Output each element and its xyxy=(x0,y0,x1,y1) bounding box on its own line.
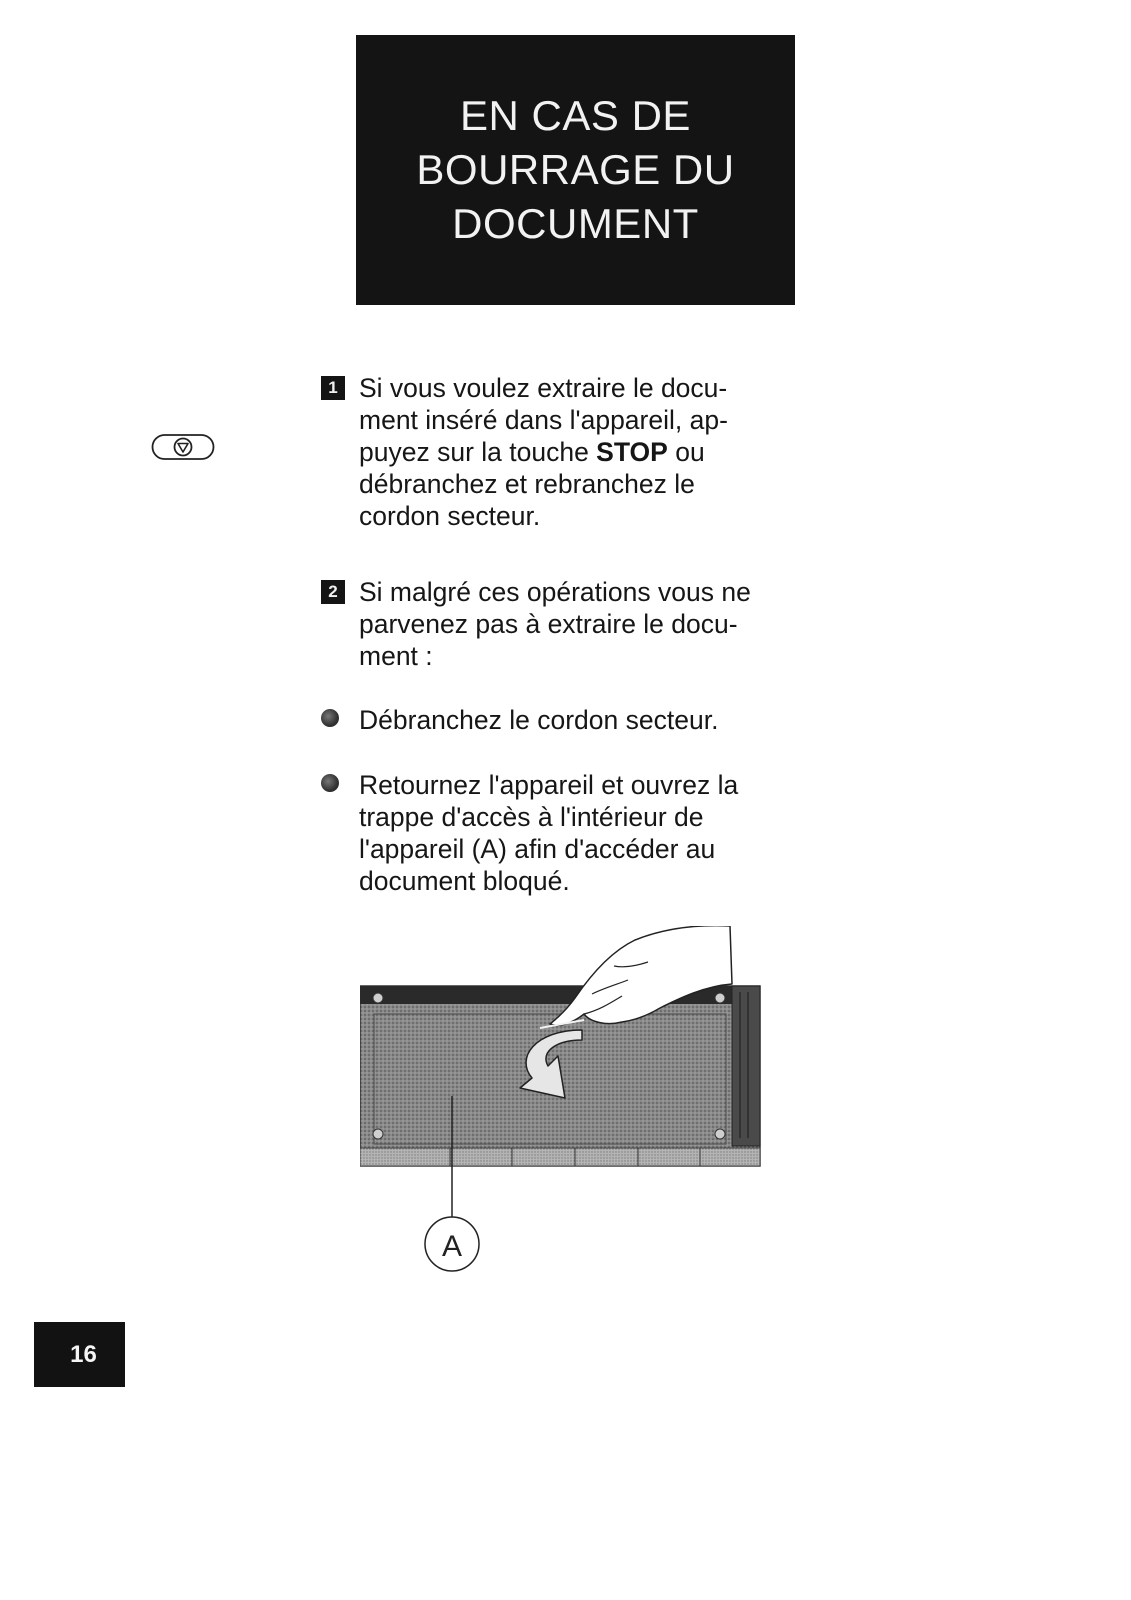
bullet-1-line-1: Débranchez le cordon secteur. xyxy=(359,705,719,735)
step-2-line-2: parvenez pas à extraire le docu- xyxy=(359,609,738,639)
stop-key-label: STOP xyxy=(596,437,668,467)
step-2-text xyxy=(359,576,789,672)
stop-key-icon xyxy=(151,432,215,462)
step-2-line-1: Si malgré ces opérations vous ne xyxy=(359,577,751,607)
page-number-badge xyxy=(34,1322,125,1387)
step-1-line-1: Si vous voulez extraire le docu- xyxy=(359,373,728,403)
page-title-line-3: DOCUMENT xyxy=(452,200,699,247)
step-1-line-3 xyxy=(359,436,789,468)
bullet-1-text xyxy=(359,704,789,736)
page-title-line-2: BOURRAGE DU xyxy=(416,146,735,193)
bullet-2-line-1: Retournez l'appareil et ouvrez la xyxy=(359,770,739,800)
page-title-banner xyxy=(356,35,795,305)
bullet-dot-icon xyxy=(321,774,339,792)
page-title xyxy=(416,89,734,251)
step-1-line-5: cordon secteur. xyxy=(359,501,541,531)
page-title-line-1: EN CAS DE xyxy=(460,92,691,139)
bullet-2-line-4: document bloqué. xyxy=(359,866,570,896)
bullet-2-text xyxy=(359,769,789,897)
step-1-number: 1 xyxy=(321,376,345,400)
page-number: 16 xyxy=(70,1340,97,1368)
step-1-text xyxy=(359,372,789,532)
bullet-dot-icon xyxy=(321,709,339,727)
step-1-line-3-post: ou xyxy=(667,437,705,467)
bullet-2-line-3: l'appareil (A) afin d'accéder au xyxy=(359,834,716,864)
step-1-line-2: ment inséré dans l'appareil, ap- xyxy=(359,405,728,435)
step-2-number: 2 xyxy=(321,580,345,604)
fax-underside-illustration xyxy=(360,926,780,1316)
step-1-line-3-pre: puyez sur la touche xyxy=(359,437,597,467)
bullet-2-line-2: trappe d'accès à l'intérieur de xyxy=(359,802,704,832)
step-1-line-4: débranchez et rebranchez le xyxy=(359,469,695,499)
step-2-line-3: ment : xyxy=(359,641,433,671)
callout-a-label: A xyxy=(441,1230,463,1263)
